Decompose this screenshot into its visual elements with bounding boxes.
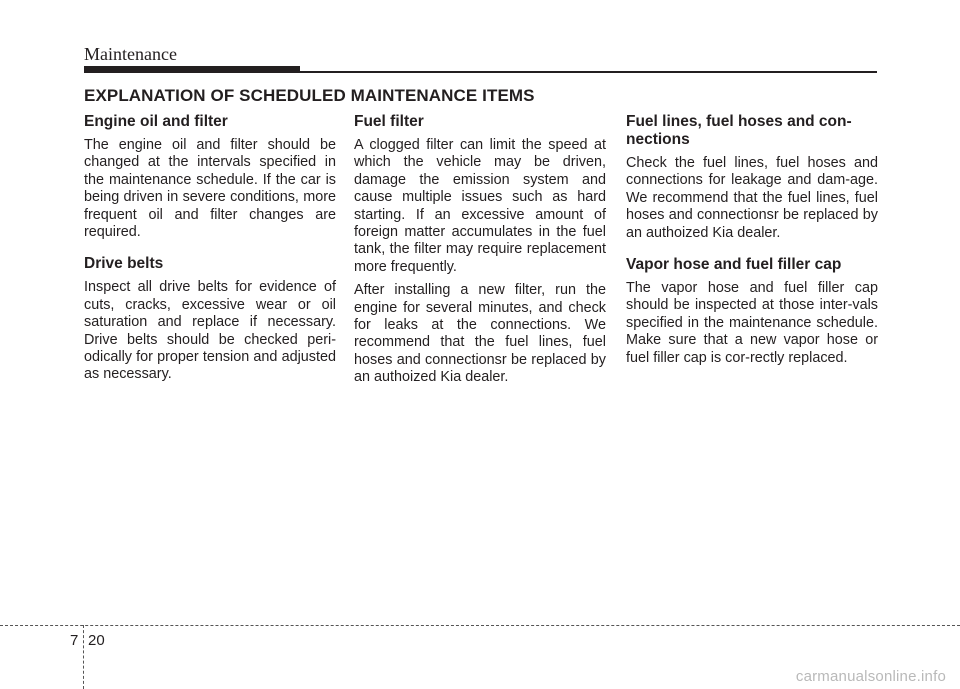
item-fuel-lines <box>626 113 878 242</box>
footer-divider <box>83 625 84 689</box>
item-paragraph: A clogged filter can limit the speed at which the vehicle may be driven, damage the emission system and cause multiple issues such as hard starting. If an excessive amount of foreign matter accumulates in the fuel tank, the filter may require replacement more frequently. <box>354 137 606 275</box>
item-heading: Drive belts <box>84 255 164 273</box>
item-heading: Fuel filter <box>354 113 424 130</box>
section-title: EXPLANATION OF SCHEDULED MAINTENANCE ITEMS <box>84 86 535 105</box>
column-2 <box>354 113 606 401</box>
item-heading: Engine oil and filter <box>84 113 228 130</box>
watermark: carmanualsonline.info <box>795 668 946 685</box>
item-paragraph: After installing a new filter, run the engine for several minutes, and check for leaks at the connections. We recommend that the fuel lines, fuel hoses and connectionsr be replaced by an authoized Kia dealer. <box>354 282 606 386</box>
item-paragraph: Inspect all drive belts for evidence of cuts, cracks, excessive wear or oil saturation and replace if necessary. Drive belts should be checked peri-odically for proper tension and adjusted as necessary. <box>84 279 336 383</box>
item-fuel-filter <box>354 113 606 387</box>
page-number: 20 <box>88 632 105 649</box>
header-title: Maintenance <box>84 44 177 64</box>
item-engine-oil-and-filter <box>84 113 336 241</box>
item-drive-belts <box>84 255 336 383</box>
item-heading: Fuel lines, fuel hoses and con-nections <box>626 113 852 148</box>
footer-rule <box>0 625 960 626</box>
item-paragraph: The vapor hose and fuel filler cap should be inspected at those inter-vals specified in the maintenance schedule. Make sure that a new vapor hose or fuel filler cap is cor-rectly replaced. <box>626 280 878 366</box>
chapter-number: 7 <box>70 632 79 649</box>
column-3 <box>626 113 878 381</box>
item-paragraph: Check the fuel lines, fuel hoses and connections for leakage and dam-age. We recommend that the fuel lines, fuel hoses and connectionsr be replaced by an authoized Kia dealer. <box>626 155 878 241</box>
item-heading: Vapor hose and fuel filler cap <box>626 256 842 274</box>
column-1 <box>84 113 336 398</box>
item-vapor-hose <box>626 256 878 367</box>
item-paragraph: The engine oil and filter should be changed at the intervals specified in the maintenance schedule. If the car is being driven in severe conditions, more frequent oil and filter changes are required. <box>84 137 336 241</box>
header-bar <box>84 66 300 73</box>
header-rule <box>300 71 877 73</box>
